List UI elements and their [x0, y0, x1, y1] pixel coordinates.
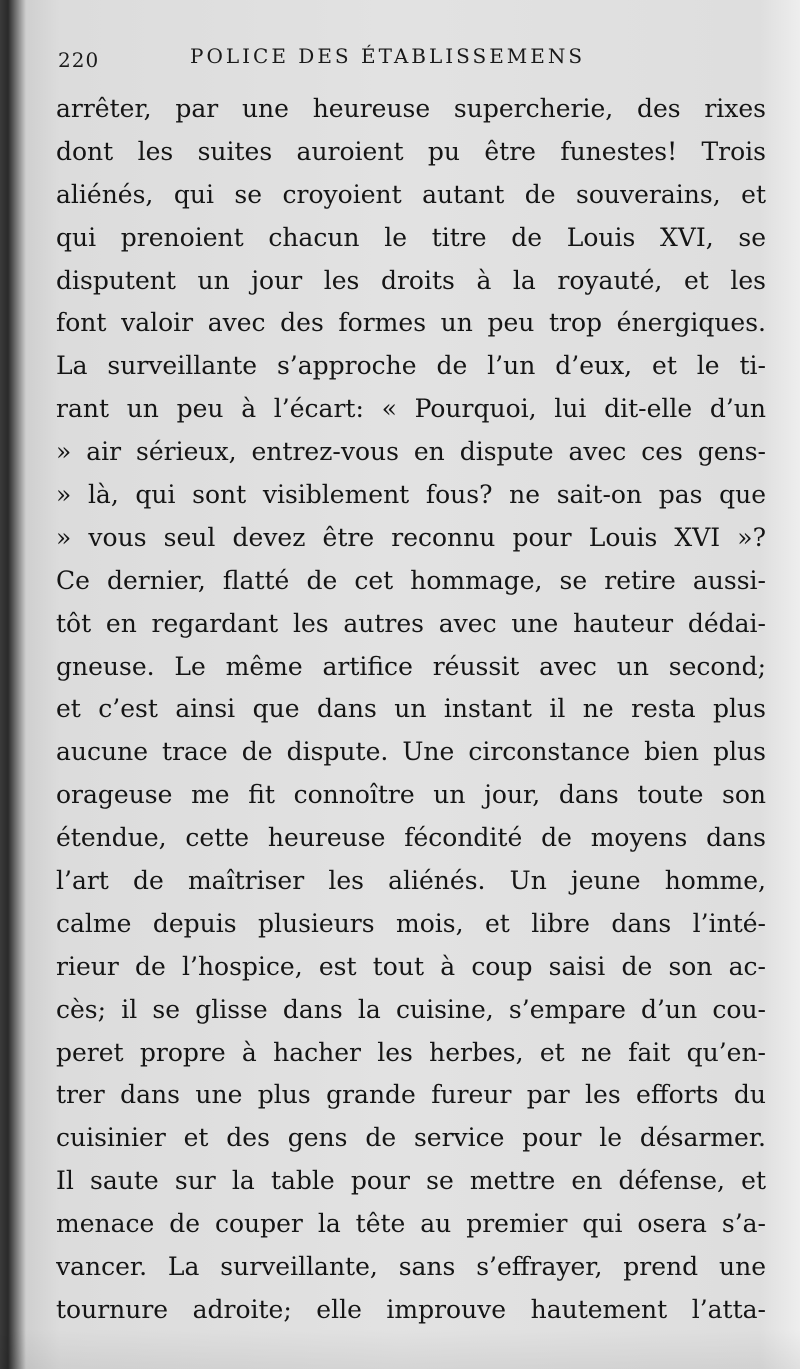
text-line: calme depuis plusieurs mois, et libre dans l’inté- [56, 908, 766, 938]
body-text [56, 88, 766, 1332]
text-line: » vous seul devez être reconnu pour Louis XVI »? [56, 522, 766, 552]
text-line: cès; il se glisse dans la cuisine, s’empare d’un cou- [56, 994, 766, 1024]
text-line: La surveillante s’approche de l’un d’eux, et le ti- [56, 351, 766, 381]
text-line: arrêter, par une heureuse supercherie, des rixes [56, 94, 766, 123]
text-line: Ce dernier, flatté de cet hommage, se retire aussi- [56, 565, 766, 595]
text-line: peret propre à hacher les herbes, et ne fait qu’en- [56, 1037, 766, 1067]
text-line: Il saute sur la table pour se mettre en défense, et [56, 1166, 766, 1196]
text-line: gneuse. Le même artifice réussit avec un second; [56, 651, 766, 681]
text-line: l’art de maîtriser les aliénés. Un jeune homme, [56, 866, 766, 896]
page-header [58, 38, 758, 78]
text-line: tôt en regardant les autres avec une hauteur dédai- [56, 608, 766, 638]
text-line: tournure adroite; elle improuve hautement l’atta- [56, 1294, 766, 1324]
page-number: 220 [58, 48, 100, 72]
text-line: trer dans une plus grande fureur par les efforts du [56, 1080, 766, 1110]
text-line: dont les suites auroient pu être funestes! Trois [56, 136, 766, 166]
page-edge-shadow [0, 1329, 800, 1369]
text-line: qui prenoient chacun le titre de Louis XVI, se [56, 222, 766, 252]
text-line: » là, qui sont visiblement fous? ne sait-on pas que [56, 480, 766, 510]
running-head: POLICE DES ÉTABLISSEMENS [190, 44, 586, 68]
text-line: aucune trace de dispute. Une circonstance bien plus [56, 737, 766, 767]
text-line: orageuse me fit connoître un jour, dans toute son [56, 780, 766, 810]
text-line: rieur de l’hospice, est tout à coup saisi de son ac- [56, 951, 766, 981]
text-line: étendue, cette heureuse fécondité de moyens dans [56, 823, 766, 853]
text-line: font valoir avec des formes un peu trop énergiques. [56, 308, 766, 338]
text-line: cuisinier et des gens de service pour le désarmer. [56, 1123, 766, 1153]
text-line: vancer. La surveillante, sans s’effrayer, prend une [56, 1252, 766, 1282]
text-line: » air sérieux, entrez-vous en dispute avec ces gens- [56, 437, 766, 467]
text-line: menace de couper la tête au premier qui osera s’a- [56, 1209, 766, 1239]
text-line: et c’est ainsi que dans un instant il ne resta plus [56, 694, 766, 724]
text-line: rant un peu à l’écart: « Pourquoi, lui dit-elle d’un [56, 394, 766, 424]
text-line: disputent un jour les droits à la royauté, et les [56, 265, 766, 295]
text-line: aliénés, qui se croyoient autant de souverains, et [56, 179, 766, 209]
